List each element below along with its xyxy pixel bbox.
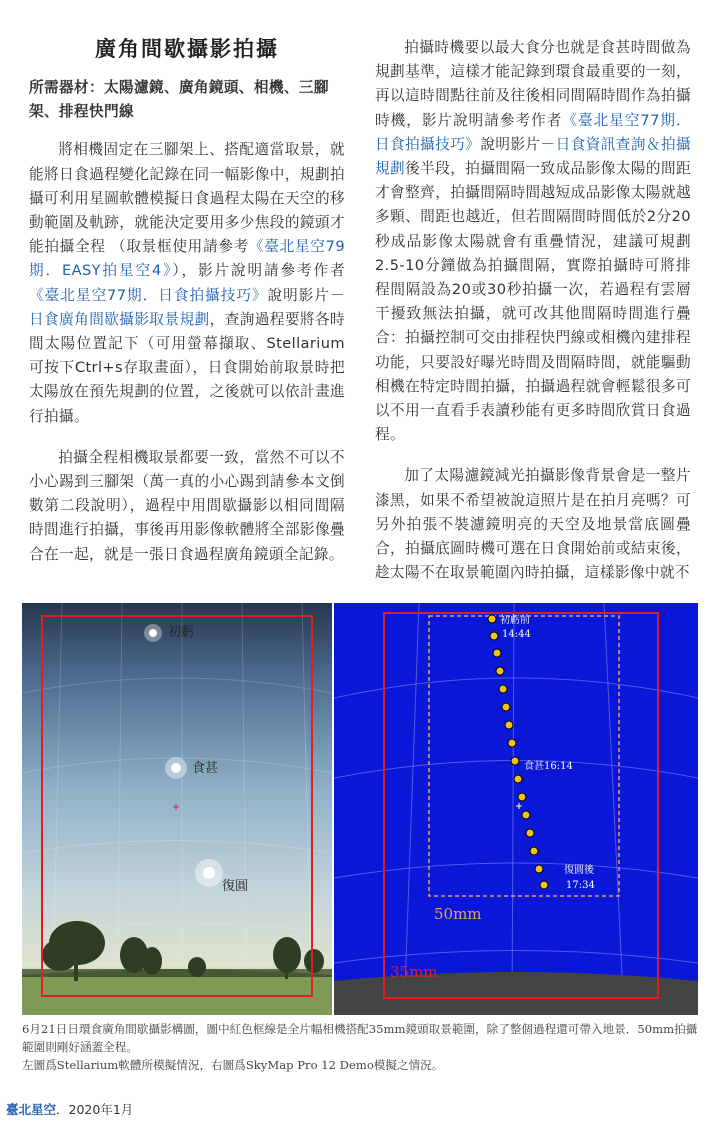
paragraph-1: 將相機固定在三腳架上、搭配適當取景，就能將日食過程變化記錄在同一幅影像中，規劃拍攝可利用星圖軟體模擬日食過程太陽在天空的移動範圍及軌跡，就能決定要用多少焦段的鏡頭才能拍攝全程 （取景框使用請參考《臺北星空79期．EASY拍星空4》），影片說明請參考作者《臺北星空77期．日食拍攝技巧》說明影片－日食廣角間歇攝影取景規劃，查詢過程要將各時間太陽位置記下（可用螢幕擷取、Stellarium可按下Ctrl+s存取畫面），日食開始前取景時把太陽放在預先規劃的位置，之後就可以依計畫進行拍攝。: [29, 141, 345, 425]
paragraph-4: 加了太陽濾鏡減光拍攝影像背景會是一整片漆黑，如果不希望被說這照片是在拍月亮嗎？可另外拍張不裝濾鏡明亮的天空及地景當底圖疊合，拍攝底圖時機可選在日食開始前或結束後，趁太陽不在取景範圍內時拍攝，這樣影像中就不: [375, 467, 691, 582]
label-before-first: 初虧前: [500, 615, 530, 626]
link-eclipse-tips-77[interactable]: 《臺北星空77期．日食拍攝技巧》: [29, 286, 268, 304]
footer-date: ．2020年1月: [56, 1102, 134, 1117]
time-last: 17:34: [566, 880, 595, 891]
caption-line-2: 左圖爲Stellarium軟體所模擬情況，右圖爲SkyMap Pro 12 Demo模擬之情況。: [22, 1058, 444, 1072]
label-last-contact: 復圓: [222, 879, 249, 894]
label-first-contact: 初虧: [168, 625, 195, 640]
link-easy-star-4[interactable]: 《臺北星空79期．EASY拍星空4》: [29, 238, 345, 280]
link-wide-angle-plan[interactable]: 日食廣角間歇攝影取景規劃: [29, 310, 210, 328]
label-max-time: 食甚16:14: [524, 761, 573, 772]
frame-35mm-label: 35mm: [390, 963, 438, 981]
skymap-sky-graphic: [334, 603, 698, 1015]
skymap-simulation: [334, 603, 698, 1015]
article-title: 廣角間歇攝影拍攝: [95, 36, 279, 61]
footer-brand: 臺北星空: [6, 1102, 57, 1117]
figure-photos: [22, 603, 698, 1015]
label-maximum: 食甚: [192, 761, 219, 776]
time-first: 14:44: [502, 629, 531, 640]
label-after-last: 復圓後: [564, 865, 594, 876]
caption-line-1: 6月21日日環食廣角間歇攝影構圖，圖中紅色框線是全片幅相機搭配35mm鏡頭取景範圍，除了整個過程還可帶入地景．50mm拍攝範圍則剛好涵蓋全程。: [22, 1022, 698, 1054]
link-eclipse-tips-77b[interactable]: 《臺北星空77期．日食拍攝技巧》: [375, 111, 691, 153]
left-column: [29, 34, 345, 584]
link-eclipse-info[interactable]: 日食資訊查詢＆拍攝規劃: [375, 135, 691, 178]
page-footer: [6, 1100, 133, 1118]
frame-50mm-label: 50mm: [434, 905, 482, 923]
paragraph-2: 拍攝全程相機取景都要一致，當然不可以不小心踢到三腳架（萬一真的小心踢到請參本文倒數第二段說明），過程中用間歇攝影以相同間隔時間進行拍攝，事後再用影像軟體將全部影像疊合在一起，就是一張日食過程廣角鏡頭全記錄。: [29, 448, 345, 563]
stellarium-sky-graphic: [22, 603, 332, 1015]
right-column: [375, 36, 691, 602]
paragraph-3: 拍攝時機要以最大食分也就是食甚時間做為規劃基準，這樣才能記錄到環食最重要的一刻，再以這時間點往前及往後相同間隔時間作為拍攝時機，影片說明請參考作者《臺北星空77期．日食拍攝技巧》說明影片－日食資訊查詢＆拍攝規劃後半段，拍攝間隔一致成品影像太陽的間距才會整齊，拍攝間隔時間越短成品影像太陽就越多顆、間距也越近，但若間隔間時間低於2分20秒成品影像太陽就會有重疊情況，建議可規劃2.5-10分鐘做為拍攝間隔，實際拍攝時可將排程間隔設為20或30秒拍攝一次，若過程有雲層干擾致無法拍攝，就可改其他間隔時間進行疊合：拍攝控制可交由排程快門線或相機內建排程功能，只要設好曝光時間及間隔時間，就能驅動相機在特定時間拍攝，拍攝過程就會輕鬆很多可以不用一直看手表讀秒能有更多時間欣賞日食過程。: [375, 39, 691, 444]
stellarium-simulation: [22, 603, 332, 1015]
figure-caption: [22, 1020, 698, 1074]
equipment-list: 所需器材：太陽濾鏡、廣角鏡頭、相機、三腳架、排程快門線: [29, 79, 329, 121]
